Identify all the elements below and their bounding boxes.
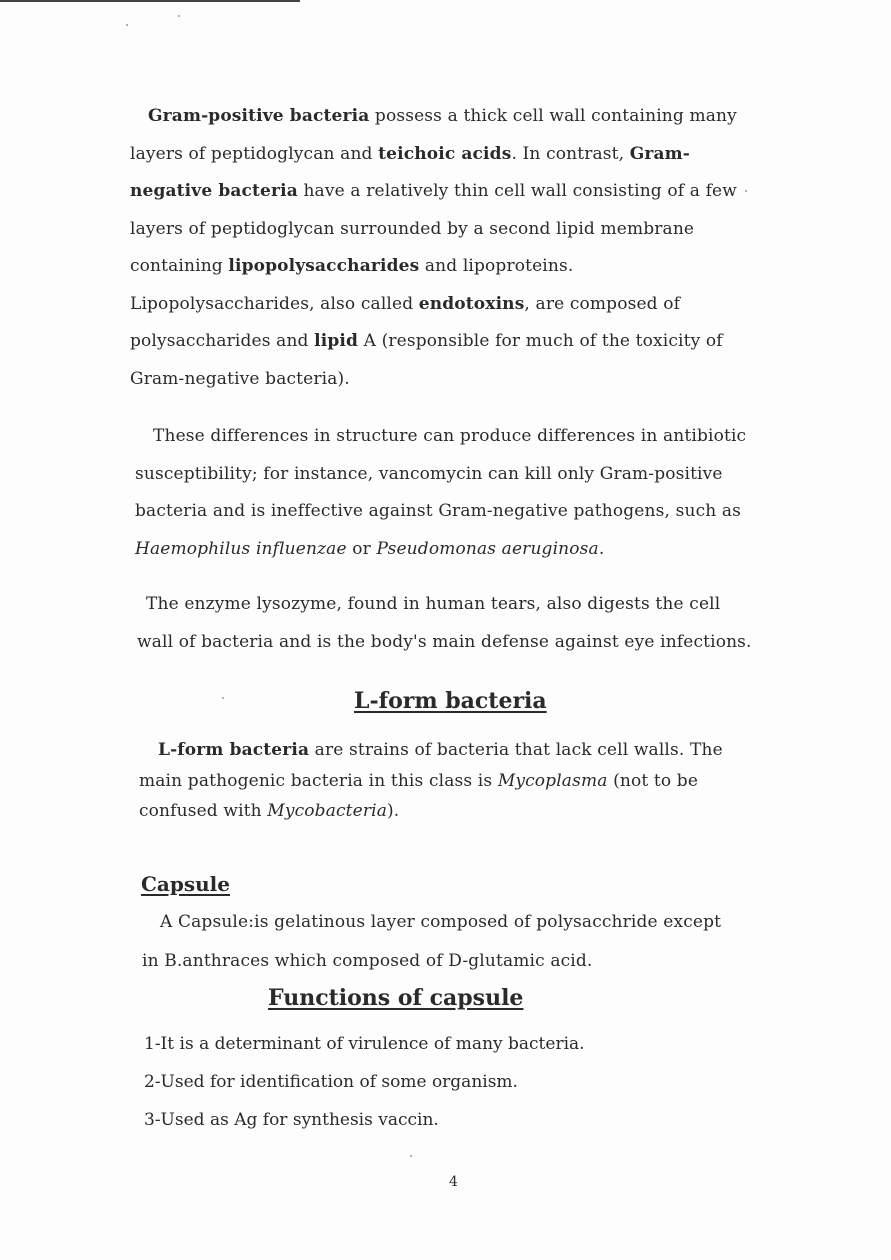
- text-line: [135, 456, 746, 494]
- bold-term: lipopolysaccharides: [228, 256, 420, 276]
- text-run: containing: [130, 256, 229, 276]
- text-line: [142, 903, 721, 942]
- text-run: and lipoproteins.: [419, 256, 574, 276]
- text-line: [139, 766, 723, 797]
- text-line: [130, 361, 737, 399]
- text-line: [139, 796, 723, 827]
- paragraph-lform: [139, 735, 723, 827]
- page-number: 4: [449, 1174, 458, 1190]
- text-line: [130, 136, 737, 174]
- text-run: possess a thick cell wall containing many: [369, 106, 737, 126]
- text-line: [130, 211, 737, 249]
- text-line: [130, 173, 737, 211]
- bold-term: Gram-positive bacteria: [148, 106, 370, 126]
- scan-speck: [410, 1155, 412, 1157]
- text-line: [130, 286, 737, 324]
- text-line: [137, 624, 752, 662]
- list-item: 3-Used as Ag for synthesis vaccin.: [144, 1110, 439, 1130]
- bold-term: lipid: [314, 331, 359, 351]
- text-run: confused with: [139, 801, 268, 821]
- scan-speck: [222, 697, 224, 699]
- bold-term: endotoxins: [418, 293, 525, 314]
- text-run: A Capsule:is gelatinous layer composed of polysacchride except: [160, 912, 722, 932]
- text-line: [142, 942, 721, 981]
- list-item: 1-It is a determinant of virulence of many bacteria.: [144, 1034, 585, 1054]
- text-run: A (responsible for much of the toxicity of: [358, 331, 723, 351]
- text-run: (not to be: [607, 770, 699, 791]
- text-line: [135, 493, 746, 531]
- heading-lform-bacteria: L-form bacteria: [354, 688, 547, 714]
- heading-functions-of-capsule: Functions of capsule: [268, 985, 524, 1011]
- text-run: .: [598, 538, 605, 559]
- italic-genus: Mycoplasma: [497, 770, 608, 791]
- text-run: layers of peptidoglycan surrounded by a second lipid membrane: [130, 218, 695, 239]
- text-run: in B.anthraces which composed of D-glutamic acid.: [142, 951, 593, 971]
- text-line: [135, 418, 746, 456]
- italic-species: Haemophilus influenzae: [135, 538, 347, 559]
- bold-term: negative bacteria: [130, 181, 298, 201]
- scan-speck: [745, 190, 747, 192]
- text-line: [135, 531, 746, 569]
- text-run: are strains of bacteria that lack cell walls. The: [309, 740, 723, 760]
- text-run: bacteria and is ineffective against Gram-negative pathogens, such as: [135, 501, 742, 521]
- text-run: wall of bacteria and is the body's main defense against eye infections.: [137, 631, 752, 652]
- text-line: [130, 323, 737, 361]
- bold-term: teichoic acids: [378, 143, 512, 164]
- text-run: The enzyme lysozyme, found in human tears, also digests the cell: [146, 594, 721, 614]
- text-run: main pathogenic bacteria in this class is: [139, 770, 498, 791]
- list-item: 2-Used for identification of some organism.: [144, 1072, 518, 1092]
- paragraph-lysozyme: [137, 586, 752, 661]
- text-run: Gram-negative bacteria).: [130, 368, 350, 389]
- italic-species: Pseudomonas aeruginosa: [376, 538, 599, 559]
- text-line: [130, 98, 737, 136]
- text-run: have a relatively thin cell wall consisting of a few: [297, 181, 737, 201]
- heading-capsule: Capsule: [141, 872, 230, 896]
- text-run: susceptibility; for instance, vancomycin can kill only Gram-positive: [135, 463, 723, 484]
- text-run: Lipopolysaccharides, also called: [130, 293, 419, 314]
- bold-term: L-form bacteria: [158, 740, 310, 760]
- paragraph-capsule: [142, 903, 721, 981]
- text-run: ).: [387, 801, 400, 821]
- text-line: [139, 735, 723, 766]
- paragraph-cell-wall: [130, 98, 737, 398]
- text-run: layers of peptidoglycan and: [130, 143, 379, 164]
- bold-term: Gram-: [629, 143, 691, 164]
- scan-speck: [178, 15, 180, 17]
- text-run: or: [346, 538, 377, 559]
- italic-genus: Mycobacteria: [267, 801, 387, 821]
- text-run: polysaccharides and: [130, 331, 315, 351]
- text-line: [137, 586, 752, 624]
- scan-edge-mark: [0, 0, 300, 2]
- text-run: , are composed of: [524, 293, 681, 314]
- paragraph-antibiotic-susceptibility: [135, 418, 746, 568]
- scan-speck: [126, 24, 128, 26]
- text-run: . In contrast,: [511, 143, 630, 164]
- text-line: [130, 248, 737, 286]
- text-run: These differences in structure can produce differences in antibiotic: [153, 426, 747, 446]
